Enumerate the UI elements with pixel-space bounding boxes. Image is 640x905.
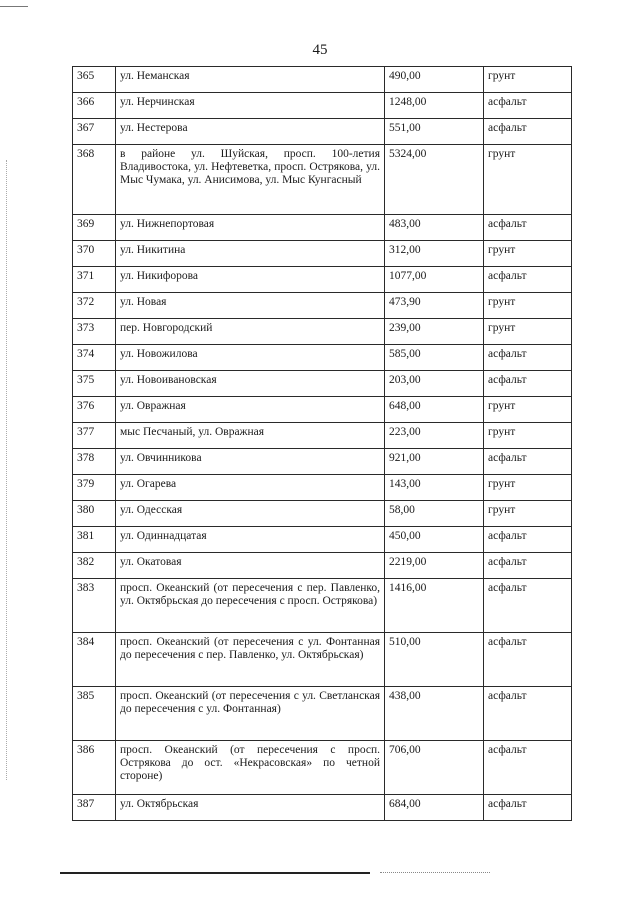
table-row: [73, 145, 572, 215]
page-number: 45: [312, 42, 328, 58]
num-cell: 387: [73, 795, 116, 821]
length-cell: 1248,00: [385, 93, 484, 119]
num-cell: 385: [73, 687, 116, 741]
num-cell: 365: [73, 67, 116, 93]
num-cell: 378: [73, 449, 116, 475]
bottom-rule: [60, 872, 370, 874]
table-row: [73, 241, 572, 267]
street-cell: мыс Песчаный, ул. Овражная: [116, 423, 385, 449]
margin-dots: [6, 160, 8, 780]
surface-cell: асфальт: [484, 527, 572, 553]
street-cell: в районе ул. Шуйская, просп. 100-летия Владивостока, ул. Нефтеветка, просп. Острякова, ул. Мыс Чумака, ул. Анисимова, ул. Мыс Кунгасный: [116, 145, 385, 215]
num-cell: 379: [73, 475, 116, 501]
length-cell: 203,00: [385, 371, 484, 397]
table-row: [73, 119, 572, 145]
street-cell: ул. Одиннадцатая: [116, 527, 385, 553]
surface-cell: асфальт: [484, 93, 572, 119]
street-cell: ул. Новая: [116, 293, 385, 319]
street-cell: ул. Овчинникова: [116, 449, 385, 475]
length-cell: 473,90: [385, 293, 484, 319]
num-cell: 366: [73, 93, 116, 119]
surface-cell: грунт: [484, 501, 572, 527]
length-cell: 585,00: [385, 345, 484, 371]
length-cell: 438,00: [385, 687, 484, 741]
table-row: [73, 371, 572, 397]
table-row: [73, 475, 572, 501]
table-row: [73, 319, 572, 345]
length-cell: 921,00: [385, 449, 484, 475]
table-row: [73, 633, 572, 687]
length-cell: 312,00: [385, 241, 484, 267]
surface-cell: грунт: [484, 475, 572, 501]
surface-cell: грунт: [484, 397, 572, 423]
street-cell: ул. Октябрьская: [116, 795, 385, 821]
num-cell: 368: [73, 145, 116, 215]
num-cell: 374: [73, 345, 116, 371]
surface-cell: асфальт: [484, 449, 572, 475]
street-cell: просп. Океанский (от пересечения с ул. Фонтанная до пересечения с пер. Павленко, ул. Октябрьская): [116, 633, 385, 687]
num-cell: 377: [73, 423, 116, 449]
table-row: [73, 553, 572, 579]
length-cell: 5324,00: [385, 145, 484, 215]
surface-cell: асфальт: [484, 345, 572, 371]
length-cell: 1416,00: [385, 579, 484, 633]
length-cell: 450,00: [385, 527, 484, 553]
street-cell: ул. Овражная: [116, 397, 385, 423]
length-cell: 2219,00: [385, 553, 484, 579]
num-cell: 376: [73, 397, 116, 423]
surface-cell: асфальт: [484, 795, 572, 821]
num-cell: 372: [73, 293, 116, 319]
table-row: [73, 215, 572, 241]
surface-cell: грунт: [484, 319, 572, 345]
table-row: [73, 795, 572, 821]
table-body: [73, 67, 572, 821]
length-cell: 58,00: [385, 501, 484, 527]
num-cell: 383: [73, 579, 116, 633]
table-row: [73, 397, 572, 423]
length-cell: 490,00: [385, 67, 484, 93]
table-row: [73, 687, 572, 741]
num-cell: 369: [73, 215, 116, 241]
length-cell: 684,00: [385, 795, 484, 821]
street-cell: ул. Огарева: [116, 475, 385, 501]
street-cell: просп. Океанский (от пересечения с просп. Острякова до ост. «Некрасовская» по четной стороне): [116, 741, 385, 795]
table-row: [73, 449, 572, 475]
surface-cell: асфальт: [484, 687, 572, 741]
length-cell: 510,00: [385, 633, 484, 687]
table-row: [73, 267, 572, 293]
num-cell: 382: [73, 553, 116, 579]
table-row: [73, 93, 572, 119]
roads-table: [72, 66, 572, 821]
street-cell: ул. Никитина: [116, 241, 385, 267]
length-cell: 1077,00: [385, 267, 484, 293]
surface-cell: асфальт: [484, 215, 572, 241]
table-row: [73, 423, 572, 449]
surface-cell: асфальт: [484, 553, 572, 579]
street-cell: ул. Нижнепортовая: [116, 215, 385, 241]
surface-cell: грунт: [484, 293, 572, 319]
length-cell: 551,00: [385, 119, 484, 145]
length-cell: 648,00: [385, 397, 484, 423]
street-cell: ул. Одесская: [116, 501, 385, 527]
surface-cell: асфальт: [484, 371, 572, 397]
length-cell: 143,00: [385, 475, 484, 501]
length-cell: 706,00: [385, 741, 484, 795]
num-cell: 367: [73, 119, 116, 145]
table-row: [73, 345, 572, 371]
table-row: [73, 527, 572, 553]
num-cell: 371: [73, 267, 116, 293]
street-cell: ул. Никифорова: [116, 267, 385, 293]
street-cell: ул. Окатовая: [116, 553, 385, 579]
street-cell: пер. Новгородский: [116, 319, 385, 345]
surface-cell: грунт: [484, 241, 572, 267]
street-cell: ул. Неманская: [116, 67, 385, 93]
num-cell: 381: [73, 527, 116, 553]
length-cell: 239,00: [385, 319, 484, 345]
table-row: [73, 501, 572, 527]
top-scan-mark: [0, 6, 28, 8]
surface-cell: грунт: [484, 145, 572, 215]
surface-cell: асфальт: [484, 633, 572, 687]
length-cell: 483,00: [385, 215, 484, 241]
street-cell: ул. Новоивановская: [116, 371, 385, 397]
num-cell: 373: [73, 319, 116, 345]
num-cell: 380: [73, 501, 116, 527]
num-cell: 386: [73, 741, 116, 795]
num-cell: 384: [73, 633, 116, 687]
surface-cell: асфальт: [484, 579, 572, 633]
surface-cell: грунт: [484, 423, 572, 449]
street-cell: просп. Океанский (от пересечения с пер. Павленко, ул. Октябрьская до пересечения с просп. Острякова): [116, 579, 385, 633]
street-cell: просп. Океанский (от пересечения с ул. Светланская до пересечения с ул. Фонтанная): [116, 687, 385, 741]
table-row: [73, 741, 572, 795]
num-cell: 375: [73, 371, 116, 397]
surface-cell: асфальт: [484, 119, 572, 145]
surface-cell: асфальт: [484, 741, 572, 795]
street-cell: ул. Новожилова: [116, 345, 385, 371]
length-cell: 223,00: [385, 423, 484, 449]
table-row: [73, 293, 572, 319]
bottom-dotted-rule: [380, 872, 490, 873]
street-cell: ул. Нестерова: [116, 119, 385, 145]
table-row: [73, 579, 572, 633]
surface-cell: грунт: [484, 67, 572, 93]
surface-cell: асфальт: [484, 267, 572, 293]
table-row: [73, 67, 572, 93]
street-cell: ул. Нерчинская: [116, 93, 385, 119]
num-cell: 370: [73, 241, 116, 267]
